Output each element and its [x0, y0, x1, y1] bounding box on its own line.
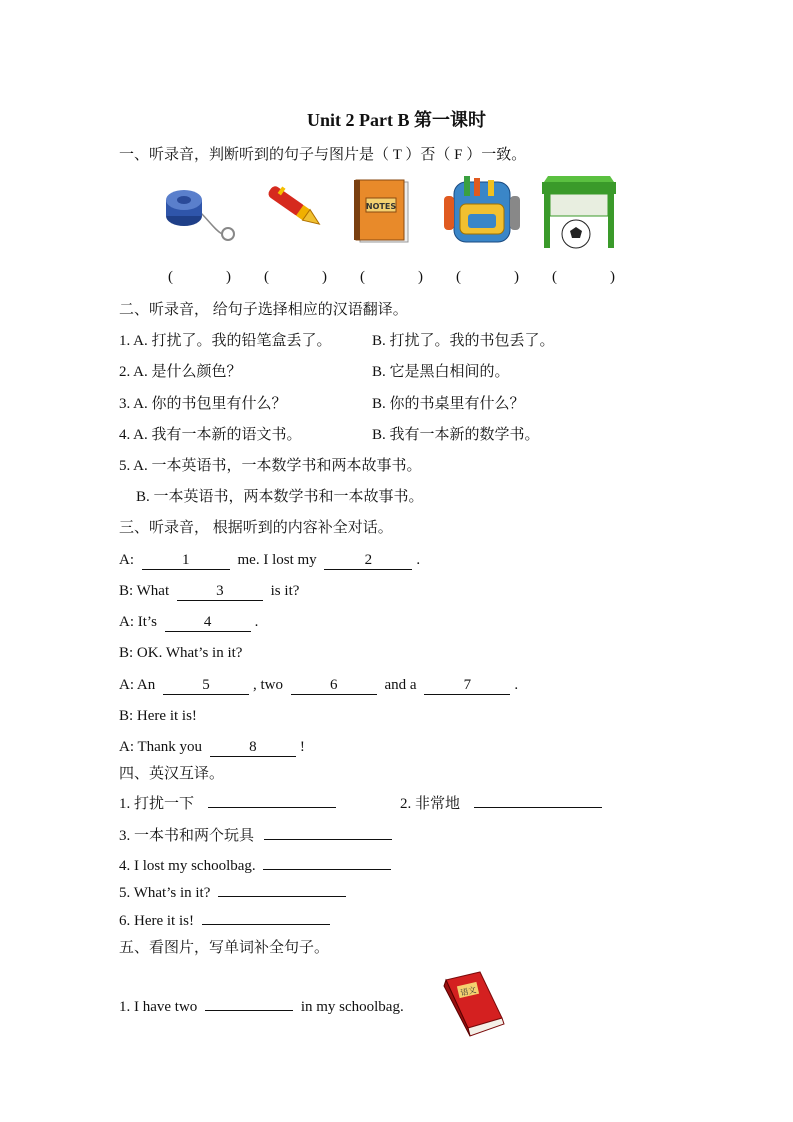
answer-paren-open-5: (: [552, 269, 557, 285]
chinese-book-icon: [440, 970, 506, 1040]
s4-q3: 3. 一本书和两个玩具: [119, 826, 396, 846]
s2-item1-b: B. 打扰了。我的书包丢了。: [372, 333, 555, 349]
blank-8[interactable]: 8: [210, 739, 296, 757]
blank-7[interactable]: 7: [424, 677, 510, 695]
notes-label: NOTES: [365, 202, 397, 211]
desk-ball-icon: [540, 174, 618, 250]
answer-paren-open-3: (: [360, 269, 365, 285]
answer-paren-close-2: ): [322, 269, 327, 285]
s2-item5-b: B. 一本英语书，两本数学书和一本故事书。: [136, 489, 424, 505]
s4-q5: 5. What’s in it?: [119, 883, 350, 903]
s4-q6: 6. Here it is!: [119, 911, 334, 931]
section3-heading: 三、听录音， 根据听到的内容补全对话。: [119, 520, 393, 536]
s2-item3-b: B. 你的书桌里有什么？: [372, 396, 525, 412]
s2-item4-b: B. 我有一本新的数学书。: [372, 427, 540, 443]
dialog-line-6: B: Here it is!: [119, 708, 197, 724]
answer-paren-close-5: ): [610, 269, 615, 285]
s4-q1-blank[interactable]: [208, 807, 336, 808]
blank-3[interactable]: 3: [177, 583, 263, 601]
dialog-line-7: A: Thank you 8 !: [119, 739, 305, 755]
s4-q4: 4. I lost my schoolbag.: [119, 856, 395, 876]
section1-heading: 一、听录音，判断听到的句子与图片是（ T ）否（ F ）一致。: [119, 147, 527, 163]
answer-paren-open-4: (: [456, 269, 461, 285]
blank-2[interactable]: 2: [324, 552, 412, 570]
blank-4[interactable]: 4: [165, 614, 251, 632]
s2-item2-a: 2. A. 是什么颜色？: [119, 364, 242, 380]
answer-paren-close-4: ): [514, 269, 519, 285]
answer-paren-close-3: ): [418, 269, 423, 285]
section5-heading: 五、看图片，写单词补全句子。: [119, 940, 330, 956]
s4-q6-blank[interactable]: [202, 924, 330, 925]
s2-item1-a: 1. A. 打扰了。我的铅笔盒丢了。: [119, 333, 332, 349]
s4-q4-blank[interactable]: [263, 869, 391, 870]
s4-q5-blank[interactable]: [218, 896, 346, 897]
blank-1[interactable]: 1: [142, 552, 230, 570]
s4-q2-blank[interactable]: [474, 807, 602, 808]
dialog-line-4: B: OK. What’s in it?: [119, 645, 243, 661]
yoyo-icon: [160, 182, 240, 244]
dialog-line-3: A: It’s 4 .: [119, 614, 259, 630]
s2-item2-b: B. 它是黑白相间的。: [372, 364, 510, 380]
answer-paren-open-1: (: [168, 269, 173, 285]
notebook-icon: [352, 178, 412, 244]
blank-6[interactable]: 6: [291, 677, 377, 695]
dialog-line-2: B: What 3 is it?: [119, 583, 300, 599]
dialog-line-1: A: 1 me. I lost my 2 .: [119, 552, 421, 568]
answer-paren-close-1: ): [226, 269, 231, 285]
answer-paren-open-2: (: [264, 269, 269, 285]
dialog-line-5: A: An 5 , two 6 and a 7 .: [119, 677, 519, 693]
schoolbag-icon: [444, 176, 520, 246]
s4-q3-blank[interactable]: [264, 839, 392, 840]
s4-q1: 1. 打扰一下: [119, 794, 340, 814]
s2-item4-a: 4. A. 我有一本新的语文书。: [119, 427, 302, 443]
s2-item5-a: 5. A. 一本英语书，一本数学书和两本故事书。: [119, 458, 422, 474]
section2-heading: 二、听录音， 给句子选择相应的汉语翻译。: [119, 302, 408, 318]
book-label: 语文: [459, 985, 478, 998]
s5-q1: 1. I have two in my schoolbag.: [119, 999, 404, 1015]
s4-q2: 2. 非常地: [400, 794, 606, 814]
page-title: Unit 2 Part B 第一课时: [307, 110, 486, 130]
s2-item3-a: 3. A. 你的书包里有什么？: [119, 396, 287, 412]
blank-5[interactable]: 5: [163, 677, 249, 695]
pen-icon: [262, 180, 332, 238]
section4-heading: 四、英汉互译。: [119, 766, 225, 782]
s5-q1-blank[interactable]: [205, 1010, 293, 1011]
